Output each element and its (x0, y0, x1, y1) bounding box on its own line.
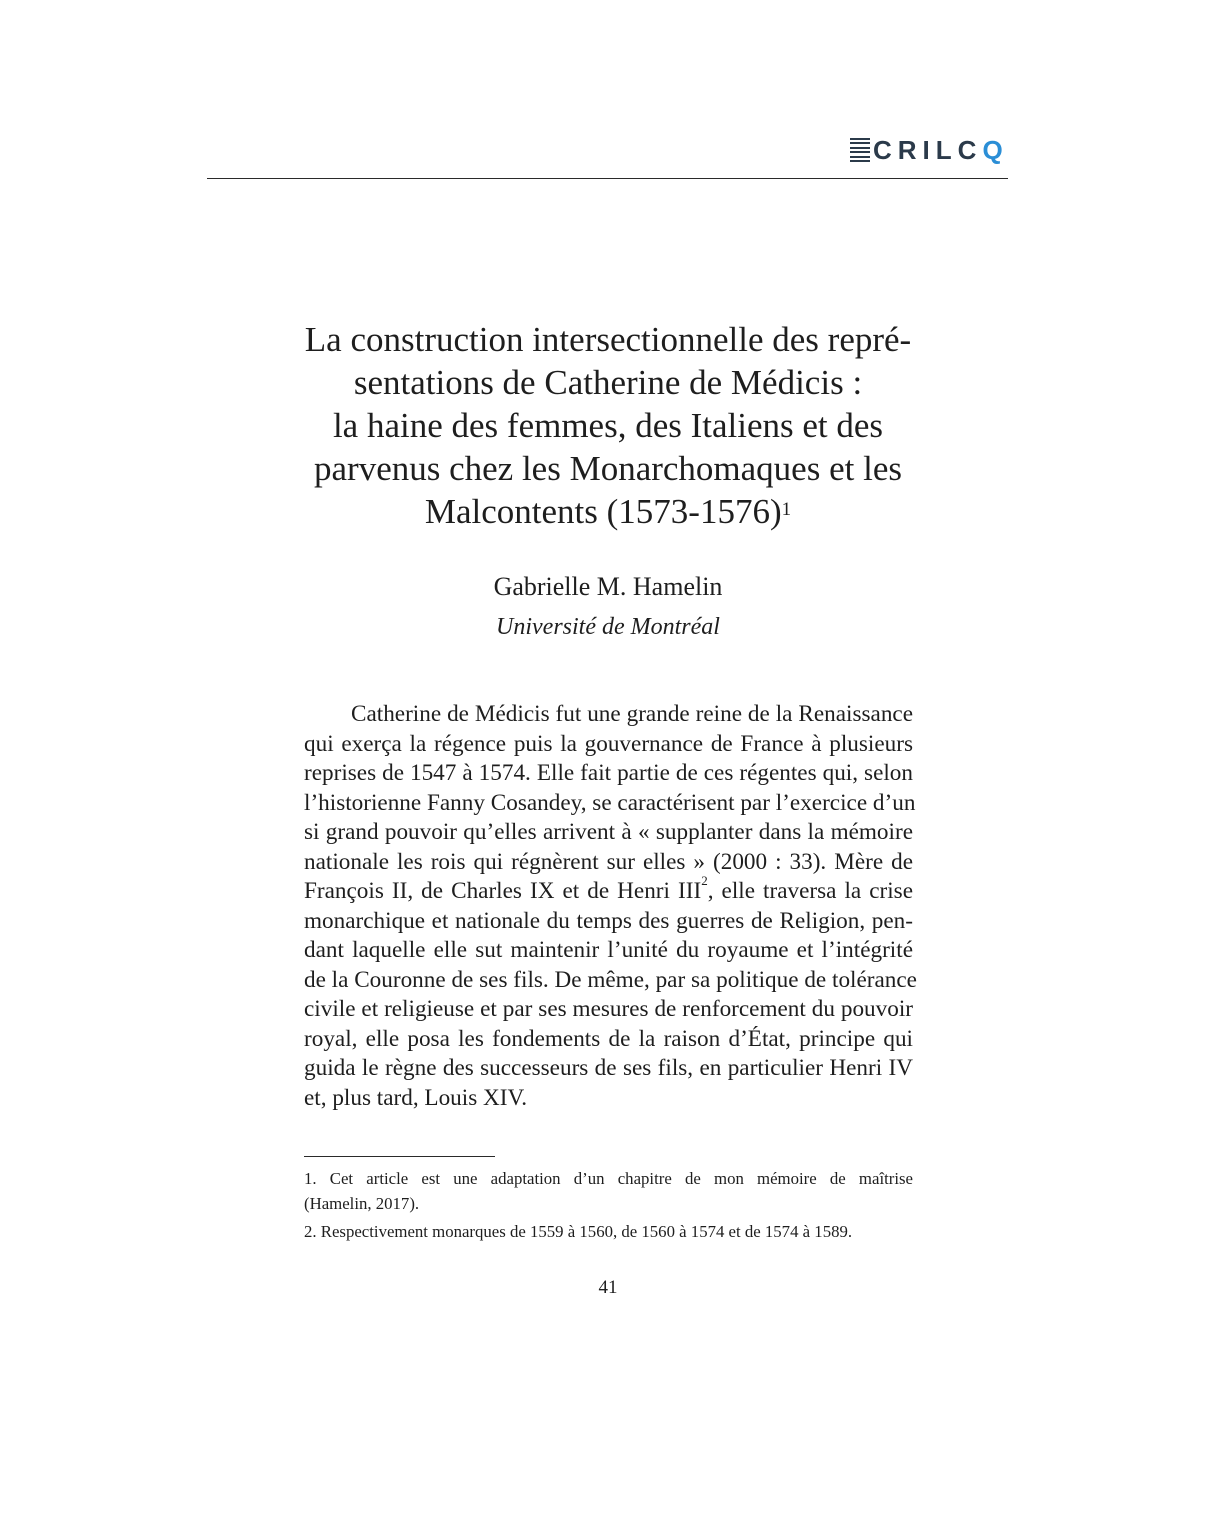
logo-lines-icon (850, 138, 870, 162)
body-line: monarchique et nationale du temps des guerres de Religion, pen- (304, 907, 913, 934)
body-line: Catherine de Médicis fut une grande reine de la Renaissance (351, 701, 913, 727)
footnote-line: (Hamelin, 2017). (304, 1194, 420, 1213)
title-line: parvenus chez les Monarchomaques et les (314, 449, 902, 488)
title-line: La construction intersectionnelle des repré- (304, 320, 912, 359)
title-line: Malcontents (1573-1576)$^1$ (424, 492, 792, 531)
body-line: de la Couronne de ses fils. De même, par sa politique de tolérance (304, 966, 917, 993)
logo-text: CRILCQ (873, 135, 1009, 165)
crilcq-logo (850, 133, 1009, 167)
page-number: 41 (598, 1277, 618, 1298)
title-footnote-ref[interactable]: 1 (781, 499, 792, 520)
body-line: François II, de Charles IX et de Henri III$^2$, elle traversa la crise (304, 873, 913, 904)
footnote-line: 1. Cet article est une adaptation d’un chapitre de mon mémoire de maîtrise (304, 1169, 913, 1188)
footnote (304, 1219, 913, 1244)
article-title (250, 318, 966, 533)
body-line: et, plus tard, Louis XIV. (304, 1084, 528, 1111)
header-rule (207, 178, 1008, 179)
body-footnote-ref[interactable]: 2 (701, 873, 708, 888)
body-line: nationale les rois qui régnèrent sur elles » (2000 : 33). Mère de (304, 848, 913, 875)
footnote-line: 2. Respectivement monarques de 1559 à 1560, de 1560 à 1574 et de 1574 à 1589. (304, 1222, 853, 1241)
author-affiliation: Université de Montréal (496, 614, 720, 640)
body-line: guida le règne des successeurs de ses fils, en particulier Henri IV (304, 1055, 913, 1081)
body-line: l’historienne Fanny Cosandey, se caractérisent par l’exercice d’un (304, 789, 916, 816)
title-line: sentations de Catherine de Médicis : (353, 363, 863, 402)
body-line: reprises de 1547 à 1574. Elle fait partie de ces régentes qui, selon (304, 760, 913, 786)
body-line: si grand pouvoir qu’elles arrivent à « supplanter dans la mémoire (304, 819, 913, 845)
body-line: civile et religieuse et par ses mesures de renforcement du pouvoir (304, 996, 913, 1022)
footnote-rule (304, 1156, 495, 1157)
footnote (304, 1166, 913, 1216)
body-paragraph (304, 700, 917, 1113)
body-line: dant laquelle elle sut maintenir l’unité du royaume et l’intégrité (304, 937, 913, 963)
author-name: Gabrielle M. Hamelin (493, 572, 723, 601)
title-line: la haine des femmes, des Italiens et des (332, 406, 884, 445)
body-line: royal, elle posa les fondements de la raison d’État, principe qui (304, 1025, 913, 1052)
body-line: qui exerça la régence puis la gouvernance de France à plusieurs (304, 730, 913, 757)
footnotes (304, 1166, 913, 1247)
